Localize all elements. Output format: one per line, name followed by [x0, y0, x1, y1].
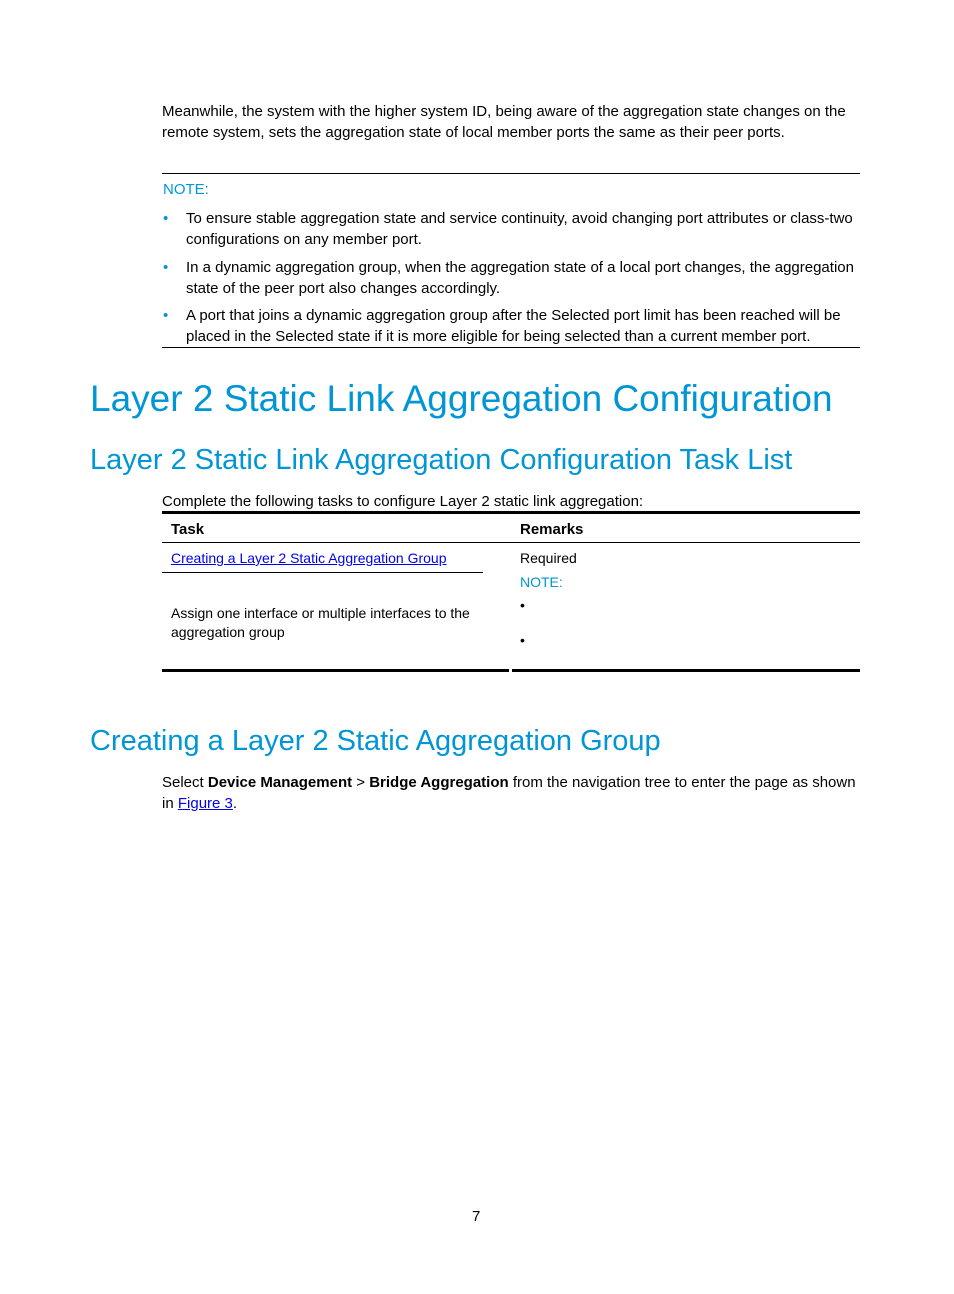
task-list-intro: Complete the following tasks to configure Layer 2 static link aggregation: [162, 493, 644, 510]
page-number: 7 [472, 1208, 481, 1225]
note-item: • A port that joins a dynamic aggregation group after the Selected port limit has been reached will be placed in the Selected state if it is more eligible for being selected than a current member port. [163, 307, 841, 345]
note-item: • In a dynamic aggregation group, when the aggregation state of a local port changes, the aggregation state of the peer port also changes accordingly. [163, 259, 854, 297]
note-top-rule [162, 173, 860, 174]
table-bottom-rule-left [162, 669, 509, 672]
section-title: Layer 2 Static Link Aggregation Configuration [90, 378, 833, 419]
table-header-remarks: Remarks [520, 521, 584, 538]
table-row-remarks: Required [520, 550, 577, 566]
bullet-icon: • [163, 259, 169, 276]
bullet-icon: • [520, 632, 525, 648]
bullet-icon: • [163, 307, 169, 324]
figure-link[interactable]: Figure 3 [177, 795, 233, 812]
table-bottom-rule-right [512, 669, 860, 672]
task-table [162, 511, 860, 673]
table-row-task-link[interactable]: Creating a Layer 2 Static Aggregation Group [171, 550, 447, 566]
creating-paragraph: Select Device Management > Bridge Aggregation from the navigation tree to enter the page as shown in Figure 3. [162, 774, 856, 812]
bullet-icon: • [163, 210, 169, 227]
table-top-rule [162, 511, 860, 514]
table-note-label: NOTE: [520, 574, 563, 590]
bullet-icon: • [520, 597, 525, 613]
table-header-rule [162, 542, 860, 543]
note-item: • To ensure stable aggregation state and service continuity, avoid changing port attributes or class-two configurations on any member port. [163, 210, 853, 248]
table-header-task: Task [171, 521, 205, 538]
intro-paragraph: Meanwhile, the system with the higher system ID, being aware of the aggregation state changes on the remote system, sets the aggregation state of local member ports the same as their peer ports. [162, 103, 846, 141]
table-row-task: Assign one interface or multiple interfaces to the aggregation group [171, 605, 470, 640]
task-list-heading: Layer 2 Static Link Aggregation Configuration Task List [90, 444, 793, 476]
menu-device-management: Device Management [207, 774, 353, 791]
creating-heading: Creating a Layer 2 Static Aggregation Group [90, 725, 661, 757]
note-label: NOTE: [163, 181, 209, 198]
note-bottom-rule [162, 347, 860, 348]
table-row-divider [162, 572, 483, 573]
menu-bridge-aggregation: Bridge Aggregation [369, 774, 509, 791]
